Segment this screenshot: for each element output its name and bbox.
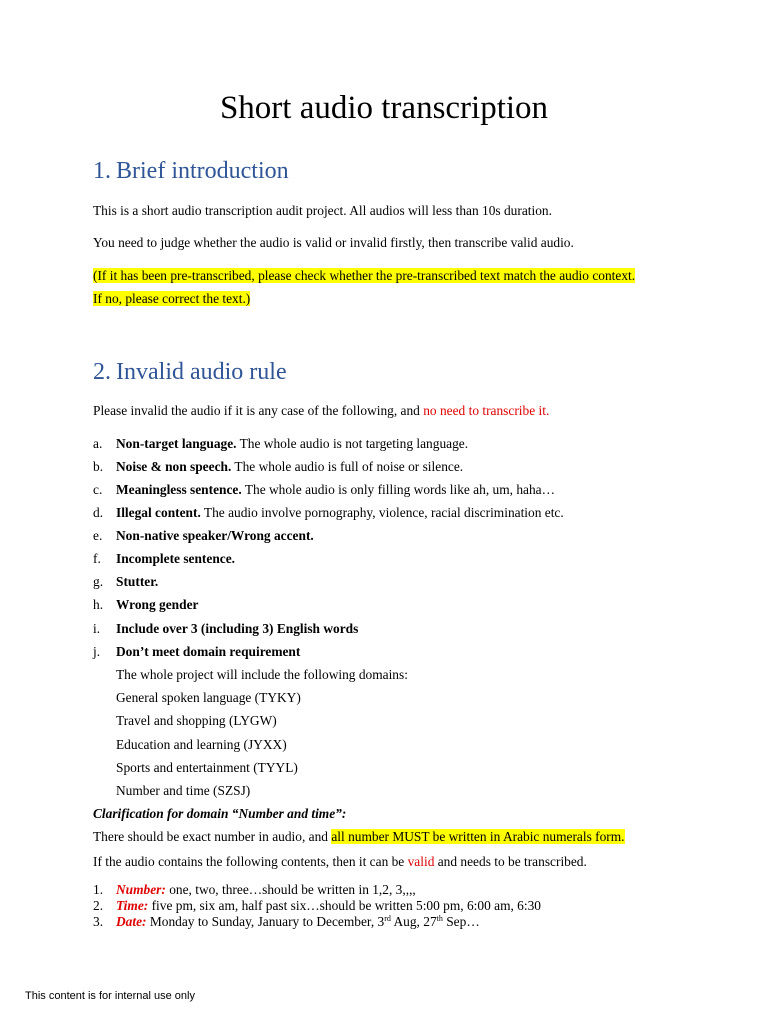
document-title: Short audio transcription xyxy=(219,90,549,126)
number-time-item: 1. Number: one, two, three…should be written in 1,2, 3,,,, xyxy=(93,882,416,897)
rule-item: a. Non-target language. The whole audio is not targeting language. xyxy=(93,436,469,451)
footer-notice: This content is for internal use only xyxy=(25,990,195,1002)
section-number: 2. xyxy=(93,359,111,385)
rule-item: c. Meaningless sentence. The whole audio is only filling words like ah, um, haha… xyxy=(93,482,555,497)
rule-item: e. Non-native speaker/Wrong accent. xyxy=(93,528,314,543)
highlighted-note-line-2: If no, please correct the text.) xyxy=(93,291,251,306)
intro-paragraph-2: You need to judge whether the audio is valid or invalid firstly, then transcribe valid audio. xyxy=(93,235,574,250)
rule-item: b. Noise & non speech. The whole audio is full of noise or silence. xyxy=(93,459,464,474)
domain-item: Travel and shopping (LYGW) xyxy=(116,713,277,728)
intro-paragraph-1: This is a short audio transcription audit project. All audios will less than 10s duration. xyxy=(93,203,552,218)
section-heading-brief-introduction xyxy=(93,156,289,186)
exact-number-paragraph: There should be exact number in audio, and all number MUST be written in Arabic numerals form. xyxy=(93,829,625,844)
rule-item: j. Don’t meet domain requirement xyxy=(93,644,301,659)
domain-item: General spoken language (TYKY) xyxy=(116,690,301,705)
domain-item: Sports and entertainment (TYYL) xyxy=(116,760,298,775)
valid-contents-paragraph: If the audio contains the following contents, then it can be valid and needs to be transcribed. xyxy=(93,854,587,869)
domains-intro: The whole project will include the following domains: xyxy=(116,667,408,682)
section-heading-invalid-audio-rule xyxy=(93,357,287,387)
section-title: Brief introduction xyxy=(116,158,289,184)
number-time-item: 3. Date: Monday to Sunday, January to December, 3rd Aug, 27th Sep… xyxy=(93,914,480,929)
domain-item: Education and learning (JYXX) xyxy=(116,737,287,752)
rule-item: g. Stutter. xyxy=(93,574,159,589)
rule-item: h. Wrong gender xyxy=(93,597,199,612)
number-time-item: 2. Time: five pm, six am, half past six…should be written 5:00 pm, 6:00 am, 6:30 xyxy=(93,898,541,913)
domain-item: Number and time (SZSJ) xyxy=(116,783,251,798)
invalid-rule-intro: Please invalid the audio if it is any case of the following, and no need to transcribe it. xyxy=(93,403,550,418)
rule-item: i. Include over 3 (including 3) English words xyxy=(93,621,359,636)
section-title: Invalid audio rule xyxy=(116,359,287,385)
rule-item: d. Illegal content. The audio involve pornography, violence, racial discrimination etc. xyxy=(93,505,564,520)
clarification-heading: Clarification for domain “Number and time”: xyxy=(93,806,347,821)
rule-item: f. Incomplete sentence. xyxy=(93,551,235,566)
section-number: 1. xyxy=(93,158,111,184)
highlighted-note-line-1: (If it has been pre-transcribed, please check whether the pre-transcribed text match the audio context. xyxy=(93,268,636,283)
